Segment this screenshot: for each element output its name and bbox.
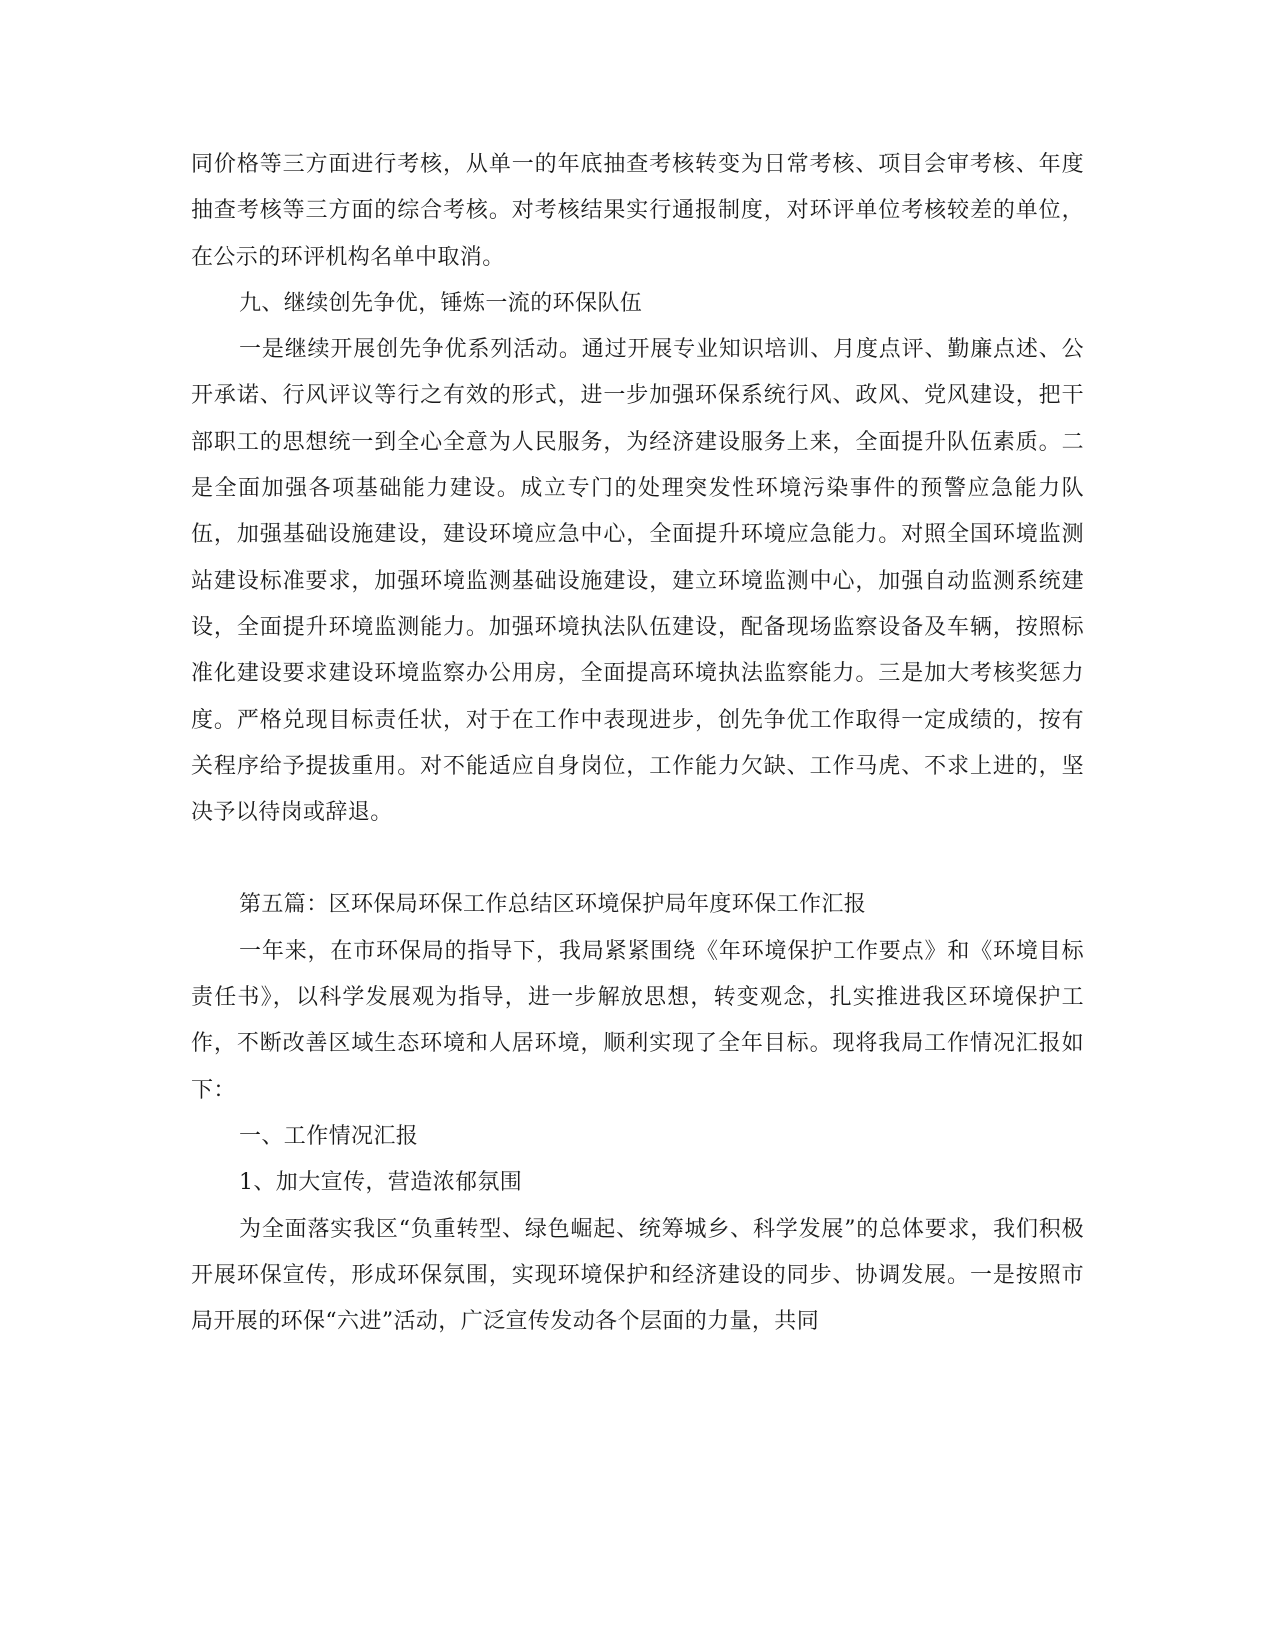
section-heading-nine: 九、继续创先争优，锤炼一流的环保队伍 xyxy=(239,290,643,316)
document-body xyxy=(191,142,1084,1345)
paragraph-intro: 一年来，在市环保局的指导下，我局紧紧围绕《年环境保护工作要点》和《环境目标责任书》，以科学发展观为指导，进一步解放思想，转变观念，扎实推进我区环境保护工作，不断改善区域生态环境和人居环境，顺利实现了全年目标。现将我局工作情况汇报如下： xyxy=(191,938,1084,1103)
blank-line xyxy=(191,836,1084,882)
subsection-heading-publicity: 1、加大宣传，营造浓郁氛围 xyxy=(239,1170,523,1196)
paragraph-publicity: 为全面落实我区“负重转型、绿色崛起、统筹城乡、科学发展”的总体要求，我们积极开展环保宣传，形成环保氛围，实现环境保护和经济建设的同步、协调发展。一是按照市局开展的环保“六进”活动，广泛宣传发动各个层面的力量，共同 xyxy=(191,1216,1084,1335)
paragraph-evaluation-continuation: 同价格等三方面进行考核，从单一的年底抽查考核转变为日常考核、项目会审考核、年度抽查考核等三方面的综合考核。对考核结果实行通报制度，对环评单位考核较差的单位，在公示的环评机构名单中取消。 xyxy=(191,152,1084,270)
section-heading-one: 一、工作情况汇报 xyxy=(239,1123,419,1149)
paragraph-team-building: 一是继续开展创先争优系列活动。通过开展专业知识培训、月度点评、勤廉点述、公开承诺、行风评议等行之有效的形式，进一步加强环保系统行风、政风、党风建设，把干部职工的思想统一到全心全意为人民服务，为经济建设服务上来，全面提升队伍素质。二是全面加强各项基础能力建设。成立专门的处理突发性环境污染事件的预警应急能力队伍，加强基础设施建设，建设环境应急中心，全面提升环境应急能力。对照全国环境监测站建设标准要求，加强环境监测基础设施建设，建立环境监测中心，加强自动监测系统建设，全面提升环境监测能力。加强环境执法队伍建设，配备现场监察设备及车辆，按照标准化建设要求建设环境监察办公用房，全面提高环境执法监察能力。三是加大考核奖惩力度。严格兑现目标责任状，对于在工作中表现进步，创先争优工作取得一定成绩的，按有关程序给予提拔重用。对不能适应自身岗位，工作能力欠缺、工作马虎、不求上进的，坚决予以待岗或辞退。 xyxy=(191,337,1084,826)
chapter-title-fifth: 第五篇：区环保局环保工作总结区环境保护局年度环保工作汇报 xyxy=(239,892,867,918)
